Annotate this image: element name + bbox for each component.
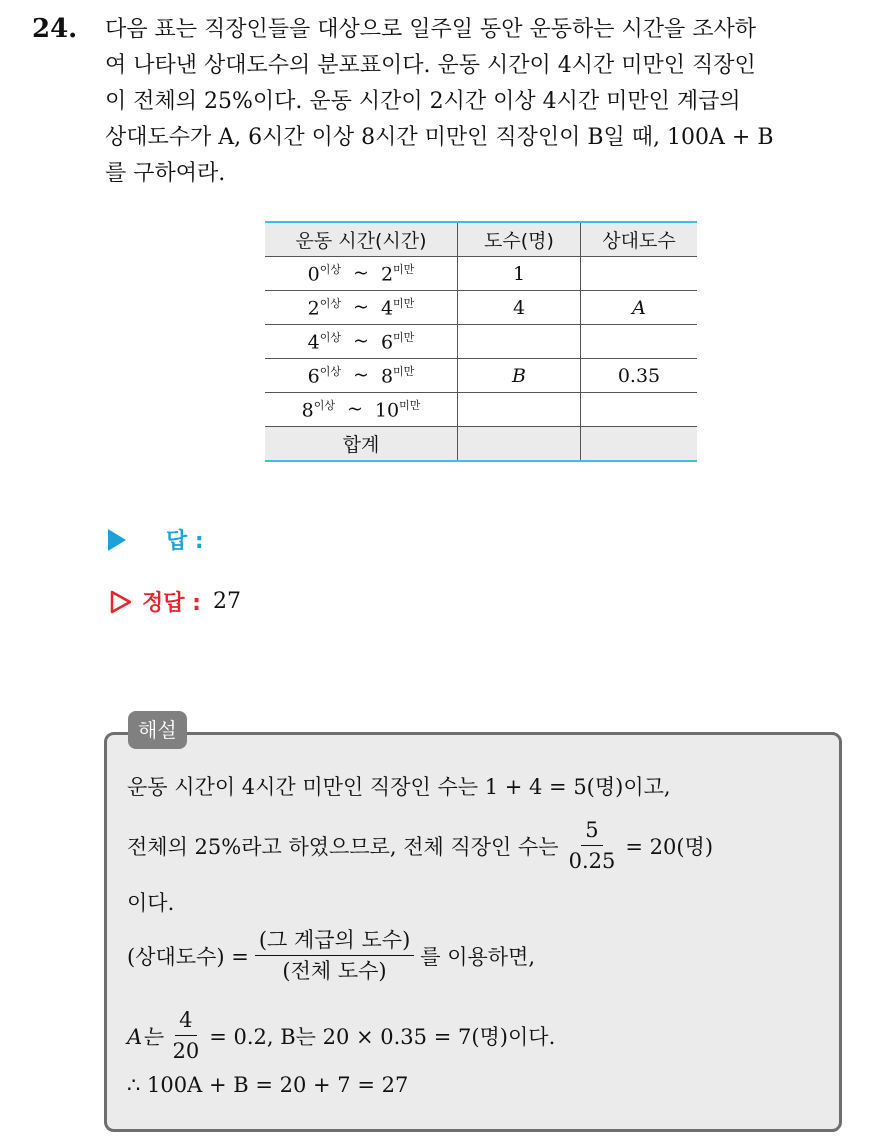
frequency-cell [458,325,581,359]
question-number: 24. [32,14,78,44]
frequency-table [265,221,697,462]
table-header-row [265,222,697,257]
solution-line: 이다. [127,891,175,915]
question-line: 여 나타낸 상대도수의 분포표이다. 운동 시간이 4시간 미만인 직장인 [105,53,756,78]
relative-frequency-cell [581,325,698,359]
table-row [265,359,697,393]
correct-answer-line [110,586,241,617]
frequency-cell: 4 [458,291,581,325]
solution-line: ∴ 100A + B = 20 + 7 = 27 [127,1073,409,1097]
header-time: 운동 시간(시간) [265,222,458,257]
solution-line: 운동 시간이 4시간 미만인 직장인 수는 1 + 4 = 5(명)이고, [127,775,671,799]
frequency-cell: B [458,359,581,393]
answer-line [108,524,204,555]
solution-line: A는 $\frac{4}{20}$ = 0.2, B는 20 × 0.35 = 7(명)이다. [127,1008,556,1063]
question-line: 이 전체의 25%이다. 운동 시간이 2시간 이상 4시간 미만인 계급의 [105,89,741,114]
frequency-cell [458,393,581,427]
correct-answer-value: 27 [212,589,241,614]
correct-answer-label: 정답 : [142,591,201,616]
table-total-row [265,427,697,462]
solution-tag: 해설 [128,711,187,749]
solution-line: (상대도수) = $\frac{\text{(그 계급의 도수)}}{\text{(전체 도수)}}$ 를 이용하면, [127,928,536,983]
relative-frequency-cell [581,257,698,291]
class-range: $4^{이상}$ ~ $6^{미만}$ [265,325,458,359]
question-line: 다음 표는 직장인들을 대상으로 일주일 동안 운동하는 시간을 조사하 [105,17,757,42]
relative-frequency-cell: 0.35 [581,359,698,393]
fraction: $\frac{4}{20}$ [172,1008,200,1063]
header-frequency: 도수(명) [458,222,581,257]
relative-frequency-cell [581,393,698,427]
class-range: $6^{이상}$ ~ $8^{미만}$ [265,359,458,393]
class-range: $0^{이상}$ ~ $2^{미만}$ [265,257,458,291]
total-relative-cell [581,427,698,462]
header-relative-frequency: 상대도수 [581,222,698,257]
table-row [265,393,697,427]
answer-label: 답 : [166,529,204,554]
class-range: $2^{이상}$ ~ $4^{미만}$ [265,291,458,325]
solution-box [104,732,842,1132]
frequency-cell: 1 [458,257,581,291]
play-triangle-icon [108,529,126,551]
question-line: 를 구하여라. [105,161,226,186]
table-row [265,291,697,325]
question-text [105,12,865,192]
fraction: $\frac{\text{(그 계급의 도수)}}{\text{(전체 도수)}}$ [255,927,414,984]
fraction: $\frac{5}{0.25}$ [568,818,616,873]
relative-frequency-cell: A [581,291,698,325]
outline-triangle-icon [110,590,132,614]
total-frequency-cell [458,427,581,462]
total-label: 합계 [265,427,458,462]
table-row [265,257,697,291]
table-row [265,325,697,359]
solution-line: 전체의 25%라고 하였으므로, 전체 직장인 수는 $\frac{5}{0.25}$ = 20(명) [127,818,714,873]
class-range: $8^{이상}$ ~ $10^{미만}$ [265,393,458,427]
question-line: 상대도수가 A, 6시간 이상 8시간 미만인 직장인이 B일 때, 100A + B [105,125,774,150]
